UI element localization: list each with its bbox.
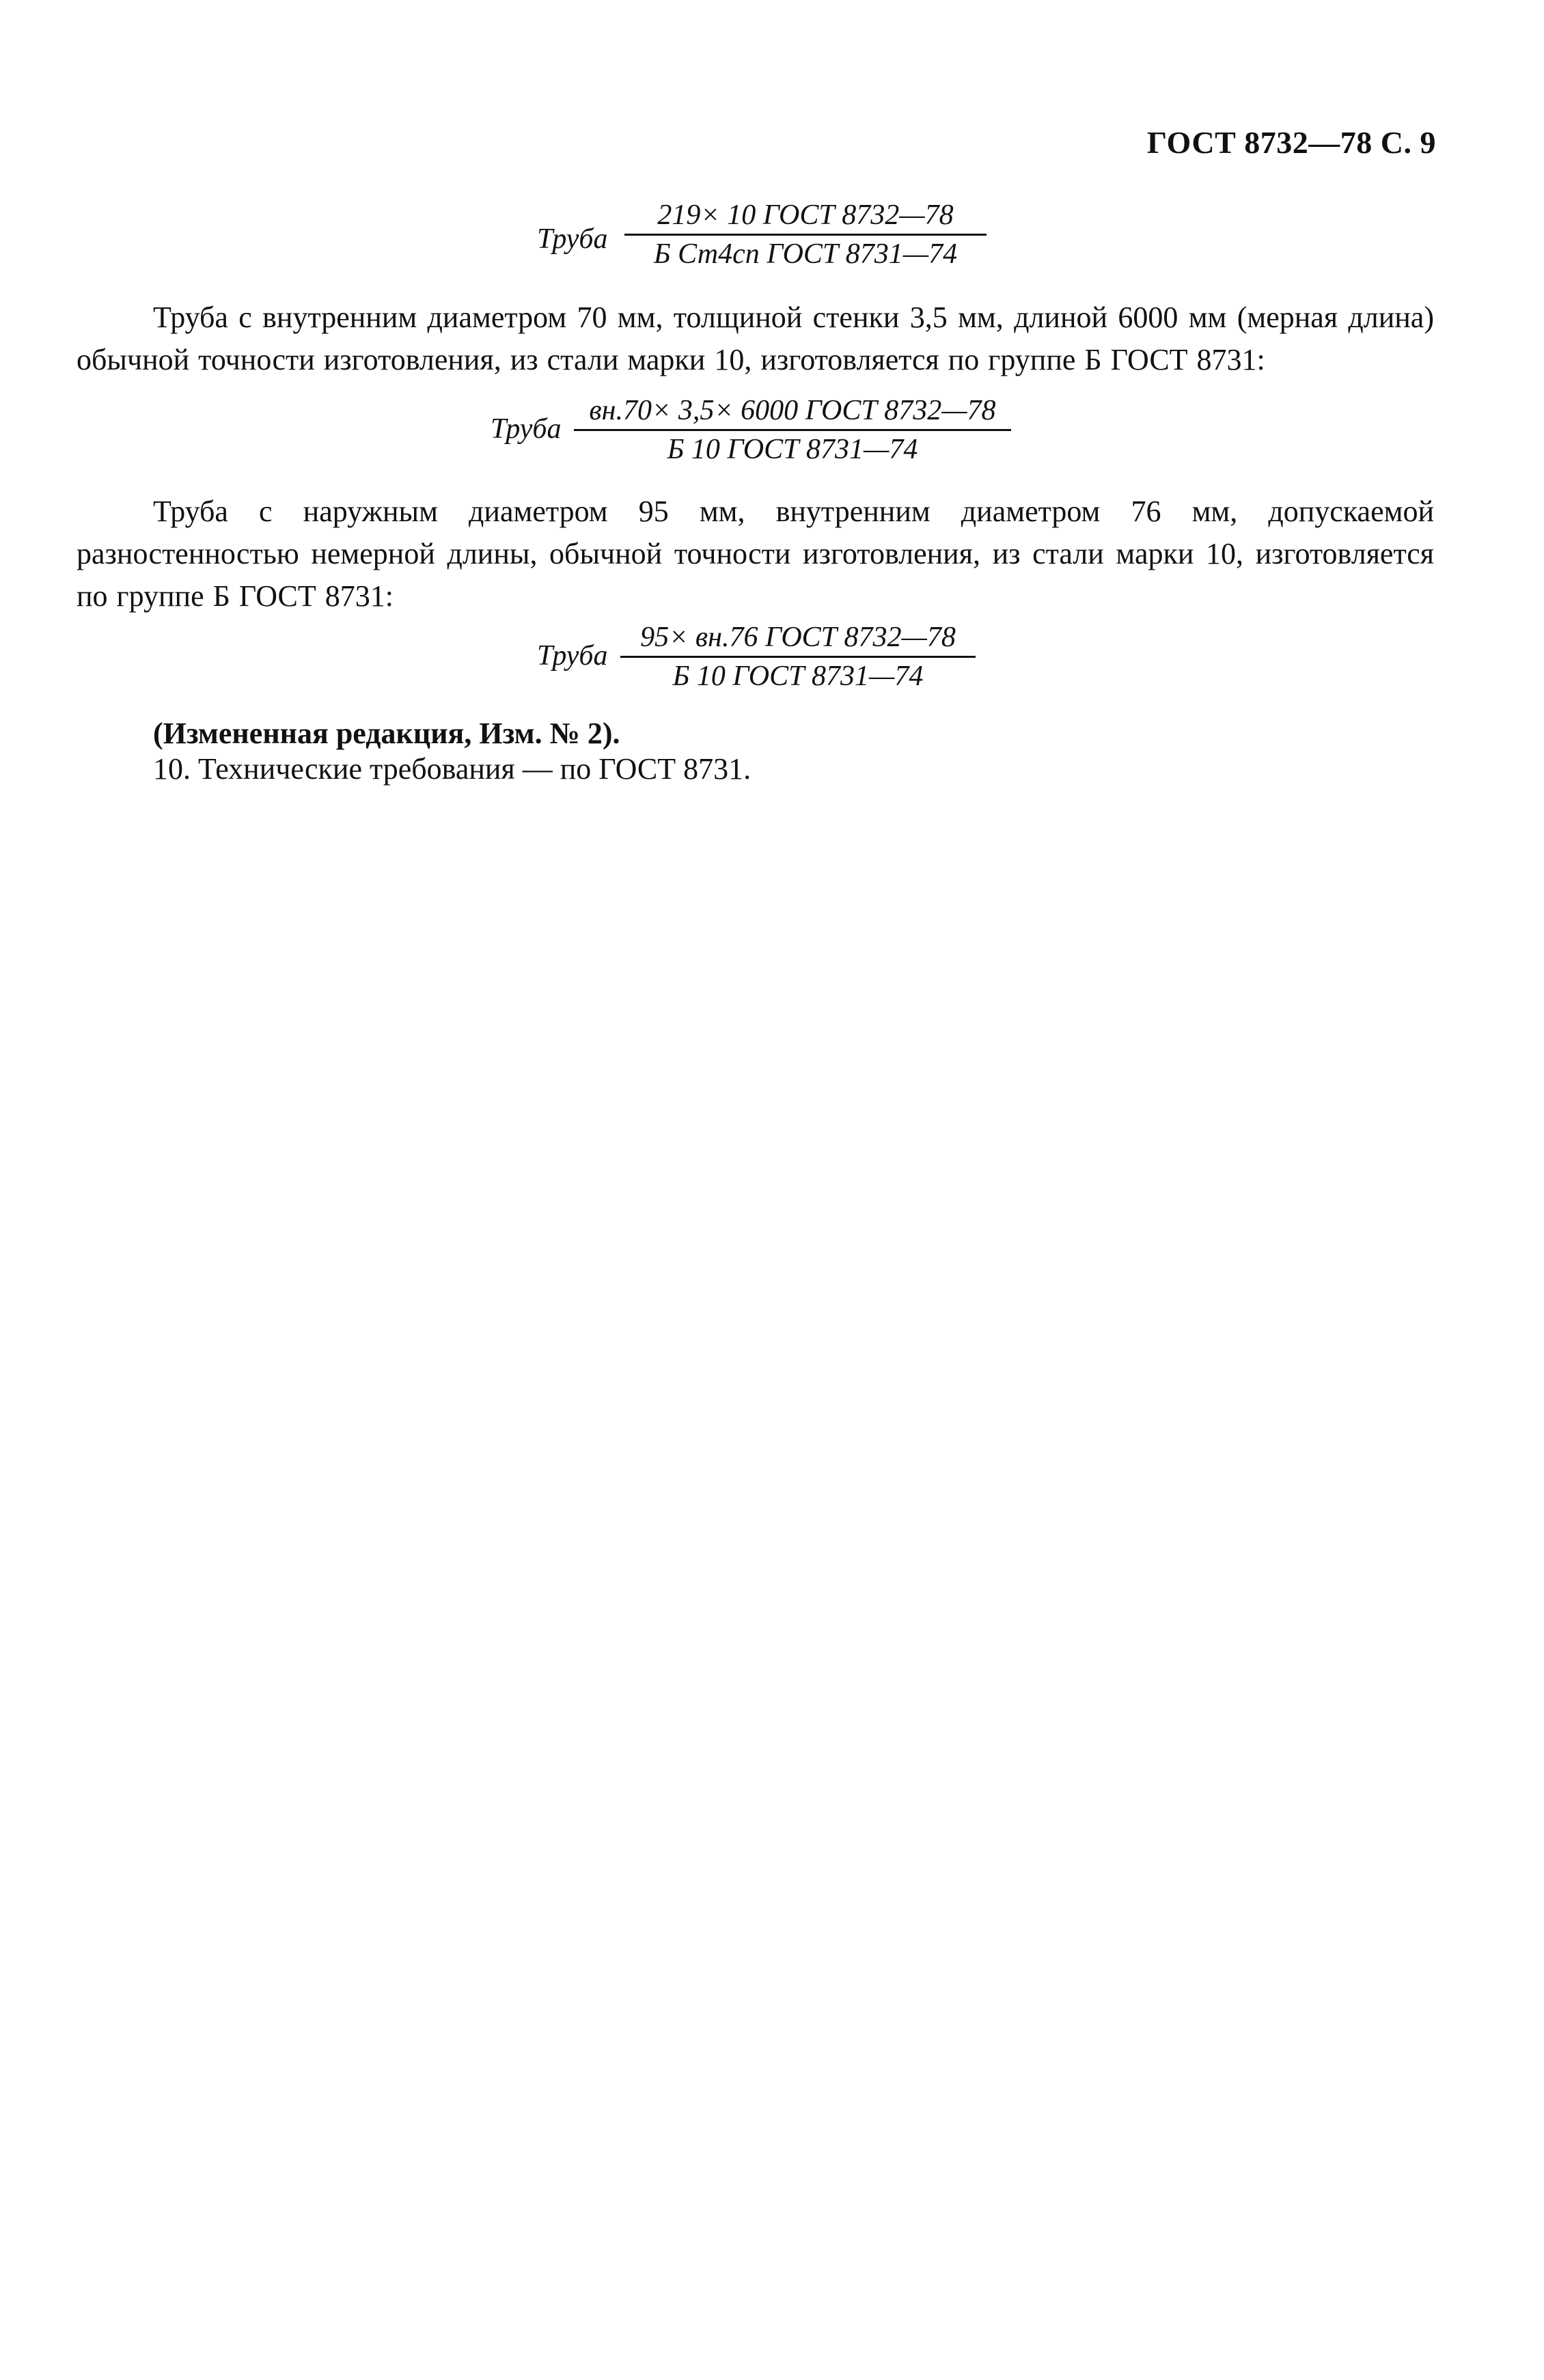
formula-label: Труба — [491, 413, 562, 445]
formula-fraction — [624, 198, 987, 271]
formula-label: Труба — [537, 640, 608, 672]
formula-numerator: 219× 10 ГОСТ 8732—78 — [624, 198, 987, 236]
formula-label: Труба — [537, 223, 608, 255]
formula-fraction — [620, 620, 976, 693]
formula-denominator: Б Ст4сп ГОСТ 8731—74 — [653, 238, 958, 270]
amendment-note: (Измененная редакция, Изм. № 2). — [153, 717, 620, 750]
paragraph-inner-diameter-example: Труба с внутренним диаметром 70 мм, толщиной стенки 3,5 мм, длиной 6000 мм (мерная длина) обычной точности изготовления, из стали марки 10, изготовляется по группе Б ГОСТ 8731: — [77, 301, 1434, 376]
formula-fraction — [574, 393, 1011, 467]
paragraph-outer-diameter-example: Труба с наружным диаметром 95 мм, внутренним диаметром 76 мм, допускаемой разностенностью немерной длины, обычной точности изготовления, из стали марки 10, изготовляется по группе Б ГОСТ 8731: — [77, 495, 1434, 613]
formula-denominator: Б 10 ГОСТ 8731—74 — [672, 661, 924, 692]
formula-denominator: Б 10 ГОСТ 8731—74 — [667, 434, 918, 465]
formula-numerator: вн.70× 3,5× 6000 ГОСТ 8732—78 — [574, 393, 1011, 431]
page-header: ГОСТ 8732—78 С. 9 — [1146, 125, 1436, 160]
section-10-technical-requirements: 10. Технические требования — по ГОСТ 8731. — [153, 752, 752, 786]
formula-numerator: 95× вн.76 ГОСТ 8732—78 — [620, 620, 976, 658]
